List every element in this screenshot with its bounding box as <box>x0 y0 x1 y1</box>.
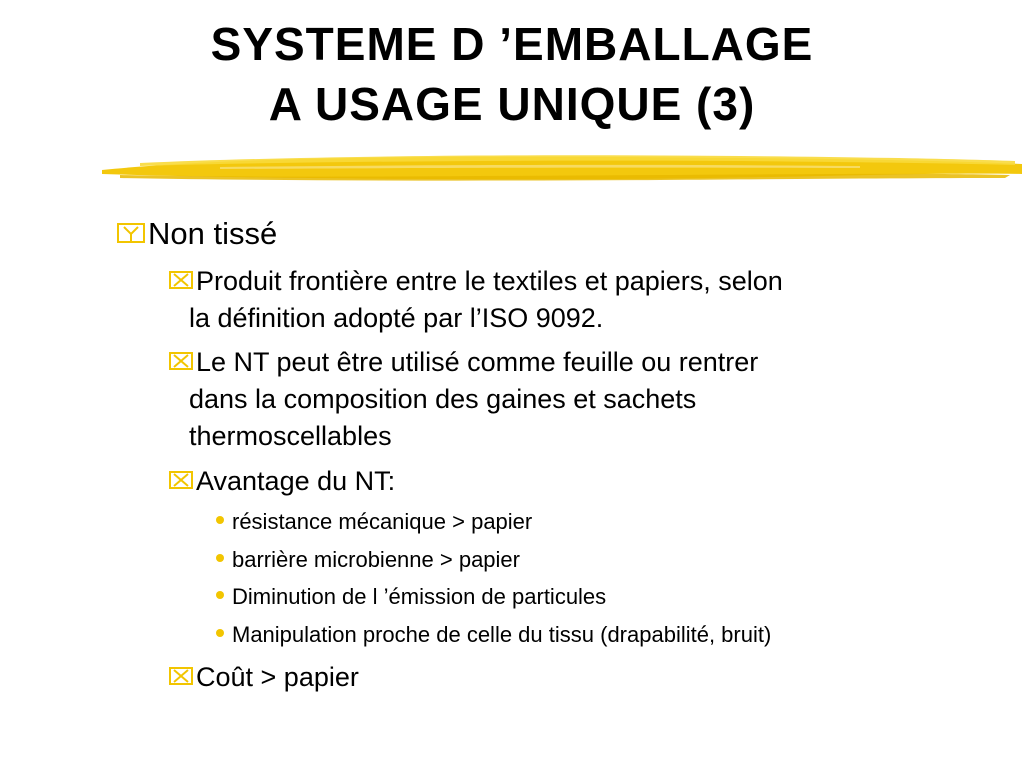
bullet-level2-1-line2: la définition adopté par l’ISO 9092. <box>189 303 604 333</box>
checkbox-x-icon <box>168 470 194 490</box>
title-line-2: A USAGE UNIQUE (3) <box>268 78 756 130</box>
bullet-level3-item <box>216 507 532 537</box>
checkbox-y-icon <box>116 222 146 244</box>
bullet-dot-icon <box>216 629 224 637</box>
title-line-1: SYSTEME D ’EMBALLAGE <box>210 18 814 70</box>
bullet-level2-3-line1: Avantage du NT: <box>196 466 396 496</box>
bullet-dot-icon <box>216 554 224 562</box>
bullet-level2-2-line2: dans la composition des gaines et sachets <box>189 384 697 414</box>
checkbox-x-icon <box>168 351 194 371</box>
bullet-level1-non-tisse <box>116 214 277 254</box>
bullet-level2-2-line1: Le NT peut être utilisé comme feuille ou rentrer <box>196 347 759 377</box>
checkbox-x-icon <box>168 270 194 290</box>
bullet-level2-cout <box>168 659 359 696</box>
bullet-level2-1-line1: Produit frontière entre le textiles et papiers, selon <box>196 266 783 296</box>
checkbox-x-icon <box>168 666 194 686</box>
bullet-level3-item <box>216 545 520 575</box>
bullet-level2-produit-frontiere <box>168 263 783 337</box>
slide-title <box>60 14 964 134</box>
bullet-level2-4-line1: Coût > papier <box>196 662 359 692</box>
bullet-level2-avantage <box>168 463 395 500</box>
bullet-level3-4-text: Manipulation proche de celle du tissu (drapabilité, bruit) <box>232 622 772 647</box>
bullet-dot-icon <box>216 591 224 599</box>
bullet-level1-text: Non tissé <box>148 216 278 251</box>
bullet-level3-2-text: barrière microbienne > papier <box>232 547 520 572</box>
bullet-level3-item <box>216 620 771 650</box>
bullet-dot-icon <box>216 516 224 524</box>
bullet-level3-3-text: Diminution de l ’émission de particules <box>232 584 607 609</box>
bullet-level2-nt-feuille <box>168 344 758 455</box>
bullet-level3-item <box>216 582 606 612</box>
bullet-level2-2-line3: thermoscellables <box>189 421 392 451</box>
bullet-level3-1-text: résistance mécanique > papier <box>232 509 533 534</box>
brush-stroke-underline <box>100 148 1024 188</box>
